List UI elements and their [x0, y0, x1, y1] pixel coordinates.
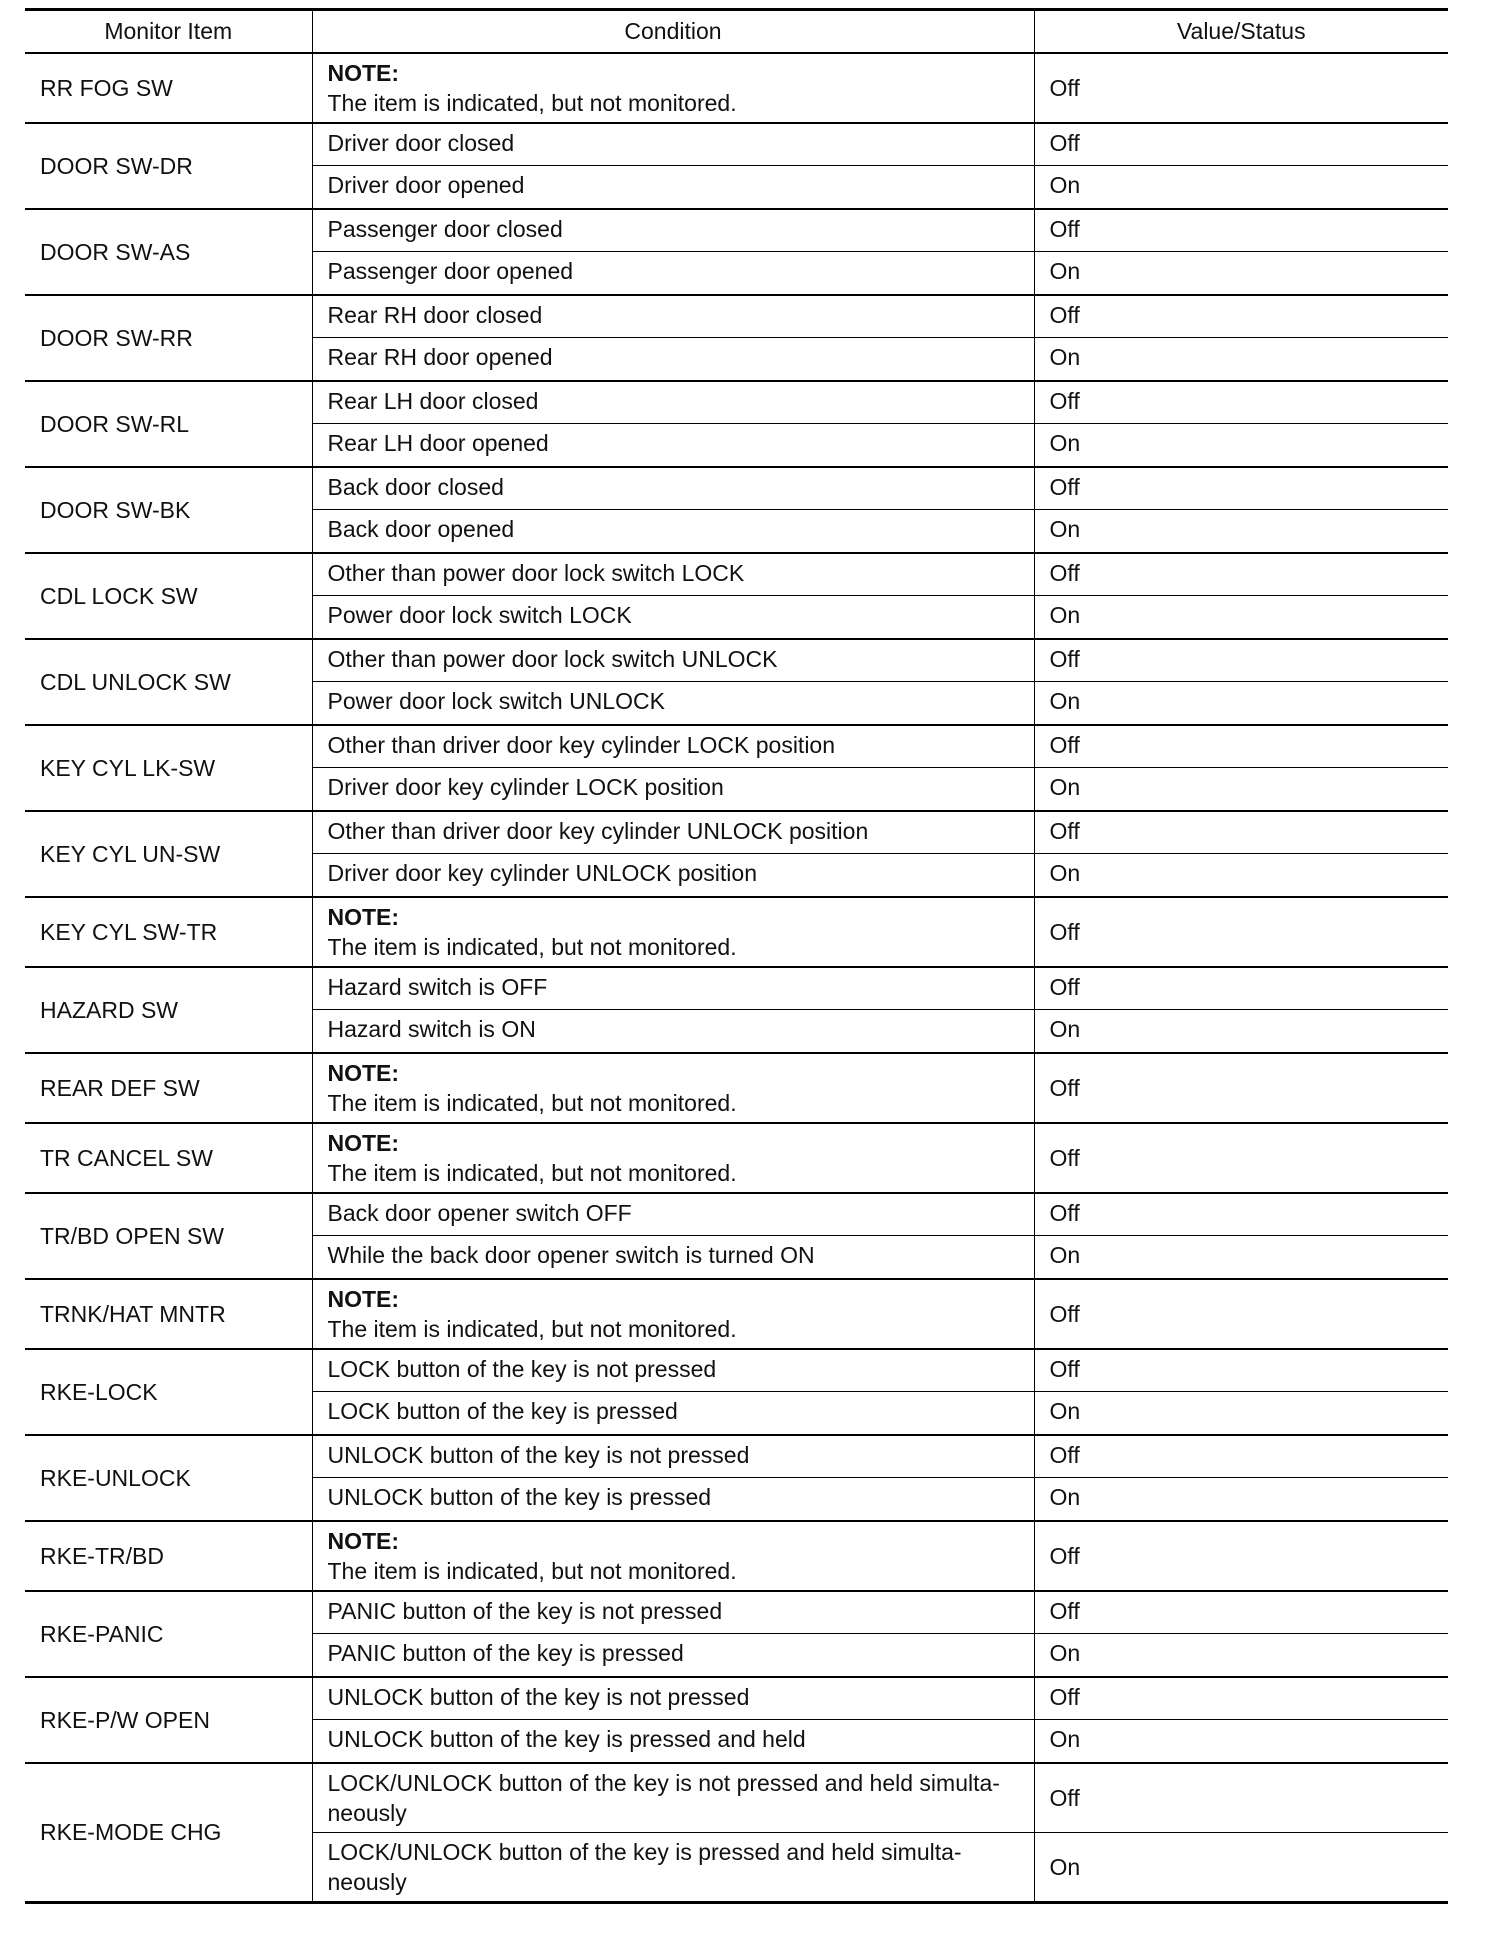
- monitor-item-cell: KEY CYL SW-TR: [25, 897, 312, 967]
- note-text: The item is indicated, but not monitored.: [327, 1159, 737, 1186]
- condition-cell: While the back door opener switch is turned ON: [312, 1236, 1034, 1279]
- condition-cell: Power door lock switch LOCK: [312, 596, 1034, 639]
- condition-cell: LOCK button of the key is not pressed: [312, 1349, 1034, 1392]
- table-row: [25, 1763, 1448, 1833]
- condition-cell: Rear LH door opened: [312, 424, 1034, 467]
- table-row: [25, 1053, 1448, 1123]
- monitor-item-cell: RKE-UNLOCK: [25, 1435, 312, 1521]
- value-status-cell: Off: [1034, 967, 1448, 1010]
- condition-cell: UNLOCK button of the key is not pressed: [312, 1435, 1034, 1478]
- value-status-cell: Off: [1034, 639, 1448, 682]
- monitor-item-cell: CDL UNLOCK SW: [25, 639, 312, 725]
- condition-cell: [312, 1123, 1034, 1193]
- condition-cell: Other than power door lock switch LOCK: [312, 553, 1034, 596]
- value-status-cell: Off: [1034, 1763, 1448, 1833]
- condition-cell: Driver door closed: [312, 123, 1034, 166]
- value-status-cell: Off: [1034, 123, 1448, 166]
- condition-cell: Rear LH door closed: [312, 381, 1034, 424]
- value-status-cell: Off: [1034, 1591, 1448, 1634]
- header-condition: Condition: [312, 10, 1034, 53]
- monitor-item-cell: KEY CYL LK-SW: [25, 725, 312, 811]
- condition-cell: UNLOCK button of the key is pressed and held: [312, 1720, 1034, 1763]
- value-status-cell: On: [1034, 768, 1448, 811]
- condition-cell: [312, 53, 1034, 123]
- monitor-item-cell: DOOR SW-RL: [25, 381, 312, 467]
- condition-cell: PANIC button of the key is not pressed: [312, 1591, 1034, 1634]
- condition-cell: Driver door key cylinder UNLOCK position: [312, 854, 1034, 897]
- monitor-item-cell: RKE-P/W OPEN: [25, 1677, 312, 1763]
- value-status-cell: Off: [1034, 1053, 1448, 1123]
- table-body: [25, 53, 1448, 1903]
- condition-cell: [312, 897, 1034, 967]
- value-status-cell: Off: [1034, 381, 1448, 424]
- monitor-item-cell: KEY CYL UN-SW: [25, 811, 312, 897]
- value-status-cell: Off: [1034, 1521, 1448, 1591]
- value-status-cell: On: [1034, 1478, 1448, 1521]
- table-row: [25, 1591, 1448, 1634]
- monitor-item-cell: REAR DEF SW: [25, 1053, 312, 1123]
- table-row: [25, 123, 1448, 166]
- monitor-item-cell: RR FOG SW: [25, 53, 312, 123]
- note-text: The item is indicated, but not monitored.: [327, 1557, 737, 1584]
- value-status-cell: Off: [1034, 1193, 1448, 1236]
- value-status-cell: On: [1034, 682, 1448, 725]
- condition-cell: Power door lock switch UNLOCK: [312, 682, 1034, 725]
- note-label: NOTE:: [327, 903, 400, 930]
- value-status-cell: On: [1034, 510, 1448, 553]
- monitor-item-cell: HAZARD SW: [25, 967, 312, 1053]
- value-status-cell: Off: [1034, 1123, 1448, 1193]
- monitor-item-cell: DOOR SW-BK: [25, 467, 312, 553]
- note-text: The item is indicated, but not monitored.: [327, 1089, 737, 1116]
- note-label: NOTE:: [327, 59, 400, 86]
- value-status-cell: Off: [1034, 209, 1448, 252]
- value-status-cell: On: [1034, 1832, 1448, 1902]
- monitor-item-cell: DOOR SW-DR: [25, 123, 312, 209]
- monitor-item-cell: RKE-MODE CHG: [25, 1763, 312, 1903]
- monitor-item-cell: CDL LOCK SW: [25, 553, 312, 639]
- value-status-cell: Off: [1034, 1677, 1448, 1720]
- value-status-cell: On: [1034, 166, 1448, 209]
- condition-cell: [312, 1053, 1034, 1123]
- table-row: [25, 1279, 1448, 1349]
- condition-cell: Driver door opened: [312, 166, 1034, 209]
- condition-cell: Back door opener switch OFF: [312, 1193, 1034, 1236]
- table-row: [25, 209, 1448, 252]
- value-status-cell: Off: [1034, 897, 1448, 967]
- table-row: [25, 639, 1448, 682]
- table-row: [25, 1123, 1448, 1193]
- condition-cell: LOCK button of the key is pressed: [312, 1392, 1034, 1435]
- value-status-cell: On: [1034, 338, 1448, 381]
- condition-cell: Other than driver door key cylinder UNLOCK position: [312, 811, 1034, 854]
- table-row: [25, 1521, 1448, 1591]
- monitor-item-cell: DOOR SW-AS: [25, 209, 312, 295]
- value-status-cell: Off: [1034, 725, 1448, 768]
- table-row: [25, 553, 1448, 596]
- condition-cell: Rear RH door opened: [312, 338, 1034, 381]
- table-header-row: [25, 10, 1448, 53]
- condition-cell: Driver door key cylinder LOCK position: [312, 768, 1034, 811]
- note-label: NOTE:: [327, 1129, 400, 1156]
- value-status-cell: Off: [1034, 1279, 1448, 1349]
- table-row: [25, 467, 1448, 510]
- condition-cell: Back door opened: [312, 510, 1034, 553]
- monitor-item-cell: RKE-PANIC: [25, 1591, 312, 1677]
- condition-cell: Back door closed: [312, 467, 1034, 510]
- table-row: [25, 295, 1448, 338]
- monitor-item-table-page: [25, 8, 1448, 1904]
- monitor-item-cell: TR/BD OPEN SW: [25, 1193, 312, 1279]
- condition-cell: [312, 1521, 1034, 1591]
- value-status-cell: On: [1034, 596, 1448, 639]
- table-row: [25, 1349, 1448, 1392]
- condition-cell: PANIC button of the key is pressed: [312, 1634, 1034, 1677]
- condition-cell: Passenger door opened: [312, 252, 1034, 295]
- condition-cell: UNLOCK button of the key is not pressed: [312, 1677, 1034, 1720]
- value-status-cell: On: [1034, 1236, 1448, 1279]
- header-monitor-item: Monitor Item: [25, 10, 312, 53]
- condition-cell: Other than driver door key cylinder LOCK position: [312, 725, 1034, 768]
- table-row: [25, 967, 1448, 1010]
- monitor-item-cell: RKE-TR/BD: [25, 1521, 312, 1591]
- table-row: [25, 53, 1448, 123]
- note-label: NOTE:: [327, 1285, 400, 1312]
- header-value-status: Value/Status: [1034, 10, 1448, 53]
- value-status-cell: On: [1034, 1720, 1448, 1763]
- table-row: [25, 1677, 1448, 1720]
- condition-cell: LOCK/UNLOCK button of the key is pressed and held simulta-neously: [312, 1832, 1034, 1902]
- monitor-item-cell: RKE-LOCK: [25, 1349, 312, 1435]
- value-status-cell: Off: [1034, 1435, 1448, 1478]
- condition-cell: [312, 1279, 1034, 1349]
- note-text: The item is indicated, but not monitored.: [327, 1315, 737, 1342]
- table-row: [25, 381, 1448, 424]
- table-row: [25, 725, 1448, 768]
- condition-cell: Rear RH door closed: [312, 295, 1034, 338]
- table-row: [25, 811, 1448, 854]
- condition-cell: Hazard switch is ON: [312, 1010, 1034, 1053]
- condition-cell: Other than power door lock switch UNLOCK: [312, 639, 1034, 682]
- value-status-cell: On: [1034, 1634, 1448, 1677]
- value-status-cell: On: [1034, 1392, 1448, 1435]
- value-status-cell: On: [1034, 854, 1448, 897]
- monitor-item-cell: DOOR SW-RR: [25, 295, 312, 381]
- value-status-cell: Off: [1034, 811, 1448, 854]
- monitor-item-table: [25, 8, 1448, 1904]
- table-row: [25, 1193, 1448, 1236]
- note-label: NOTE:: [327, 1059, 400, 1086]
- value-status-cell: Off: [1034, 1349, 1448, 1392]
- value-status-cell: On: [1034, 252, 1448, 295]
- value-status-cell: On: [1034, 1010, 1448, 1053]
- condition-cell: LOCK/UNLOCK button of the key is not pressed and held simulta-neously: [312, 1763, 1034, 1833]
- value-status-cell: Off: [1034, 553, 1448, 596]
- condition-cell: Passenger door closed: [312, 209, 1034, 252]
- table-row: [25, 897, 1448, 967]
- note-label: NOTE:: [327, 1527, 400, 1554]
- table-row: [25, 1435, 1448, 1478]
- value-status-cell: Off: [1034, 53, 1448, 123]
- note-text: The item is indicated, but not monitored.: [327, 933, 737, 960]
- value-status-cell: Off: [1034, 295, 1448, 338]
- condition-cell: Hazard switch is OFF: [312, 967, 1034, 1010]
- monitor-item-cell: TRNK/HAT MNTR: [25, 1279, 312, 1349]
- monitor-item-cell: TR CANCEL SW: [25, 1123, 312, 1193]
- note-text: The item is indicated, but not monitored.: [327, 89, 737, 116]
- condition-cell: UNLOCK button of the key is pressed: [312, 1478, 1034, 1521]
- value-status-cell: On: [1034, 424, 1448, 467]
- value-status-cell: Off: [1034, 467, 1448, 510]
